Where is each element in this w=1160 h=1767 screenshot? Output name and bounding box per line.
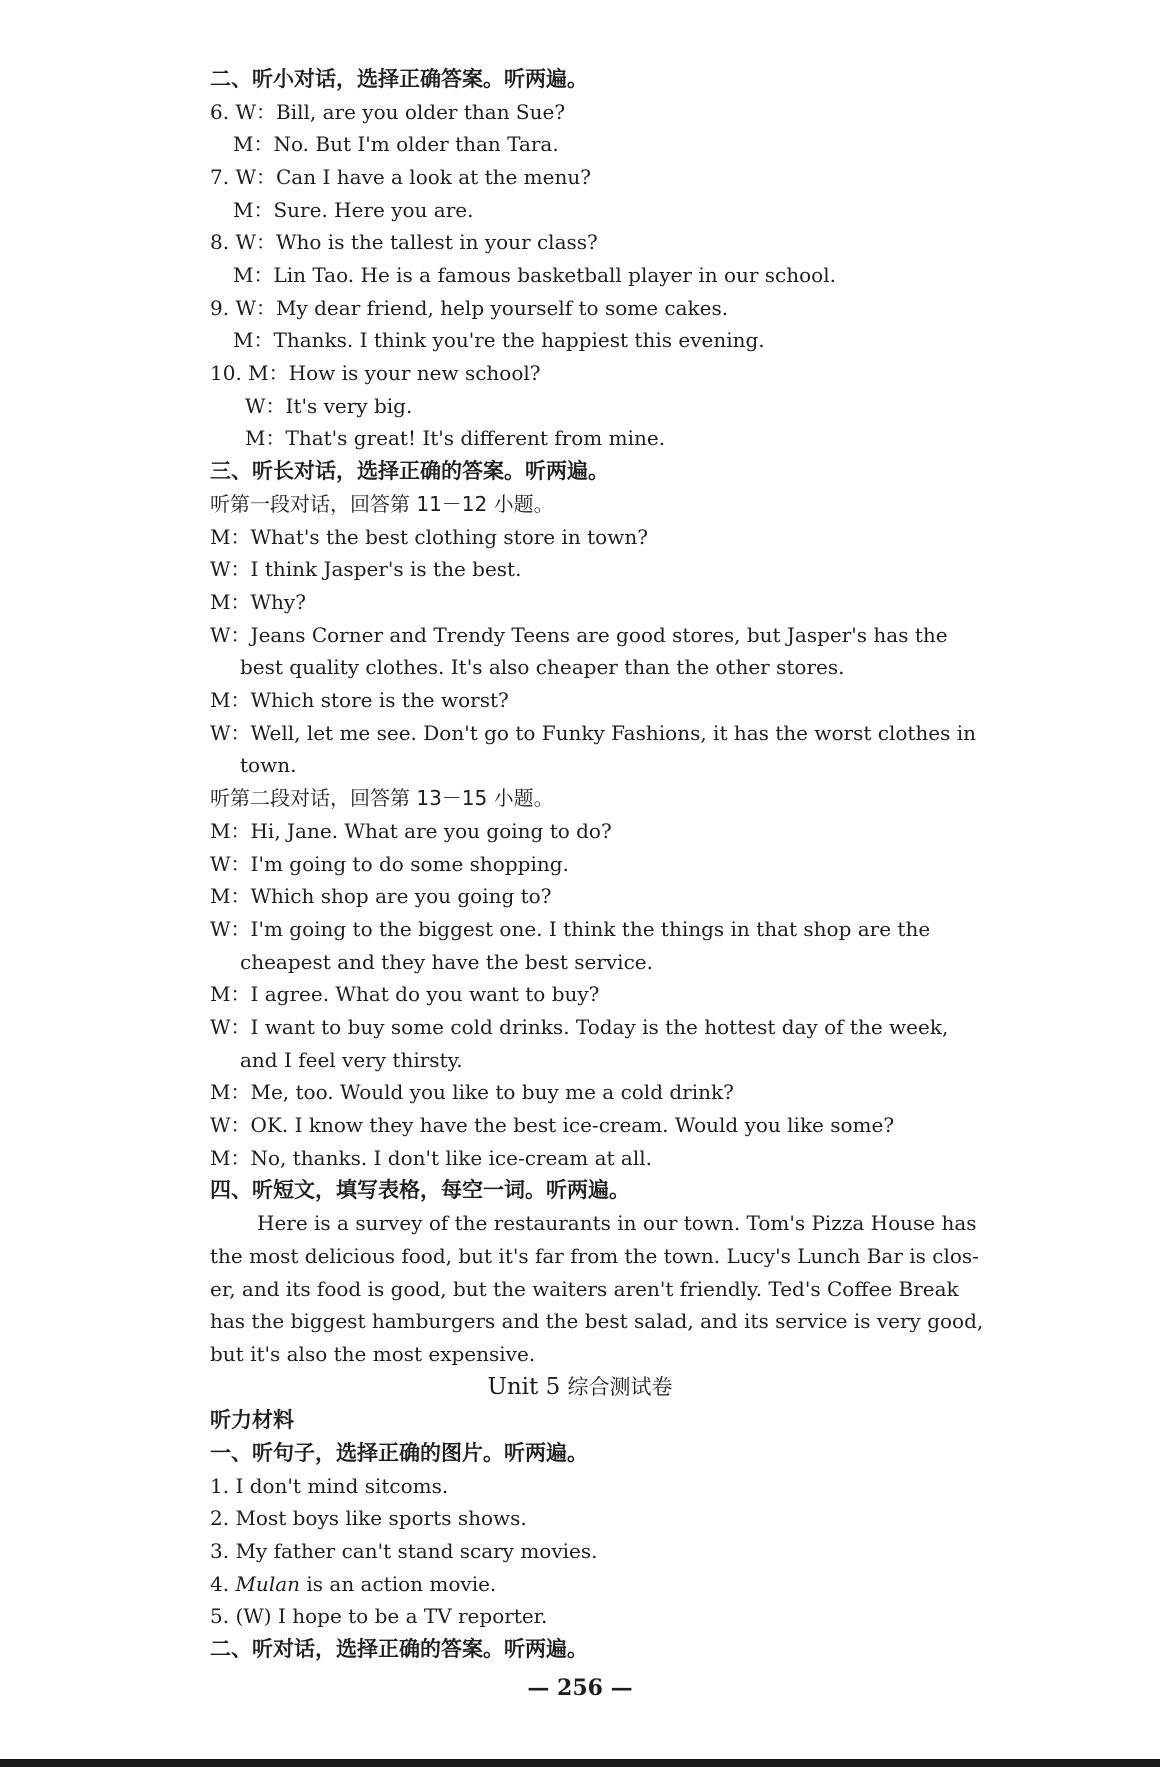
passage-2-line: M：No, thanks. I don't like ice-cream at all. [210,1146,652,1170]
unit-title [0,1372,1160,1402]
essay-line: but it's also the most expensive. [210,1342,536,1366]
passage-2-line: W：I'm going to the biggest one. I think the things in that shop are the [210,917,931,941]
passage-1-line: M：Which store is the worst? [210,688,509,712]
passage-2-line: M：Me, too. Would you like to buy me a cold drink? [210,1080,734,1104]
essay-line: Here is a survey of the restaurants in our town. Tom's Pizza House has [257,1211,977,1235]
passage-1-intro: 听第一段对话，回答第 11－12 小题。 [210,492,554,516]
dialogue-10-m: M：That's great! It's different from mine. [245,426,666,450]
unit5-sentence: 3. My father can't stand scary movies. [210,1539,598,1563]
dialogue-6-question: 6. W：Bill, are you older than Sue? [210,100,566,124]
dialogue-7-answer: M：Sure. Here you are. [233,198,474,222]
passage-2-line: M：Hi, Jane. What are you going to do? [210,819,612,843]
passage-2-line: W：I want to buy some cold drinks. Today is the hottest day of the week, [210,1015,949,1039]
section-heading-3: 三、听长对话，选择正确的答案。听两遍。 [210,459,609,483]
dialogue-10-w: W：It's very big. [245,394,413,418]
bottom-edge-bar [0,1759,1160,1767]
listening-material-label: 听力材料 [210,1408,294,1432]
unit5-sentence: 1. I don't mind sitcoms. [210,1474,449,1498]
section-heading-4: 四、听短文，填写表格，每空一词。听两遍。 [210,1178,630,1202]
dialogue-9-question: 9. W：My dear friend, help yourself to some cakes. [210,296,729,320]
passage-2-line: M：Which shop are you going to? [210,884,552,908]
passage-1-line: M：Why? [210,590,306,614]
passage-2-line: M：I agree. What do you want to buy? [210,982,600,1006]
essay-line: the most delicious food, but it's far from the town. Lucy's Lunch Bar is clos- [210,1244,979,1268]
dialogue-9-answer: M：Thanks. I think you're the happiest this evening. [233,328,765,352]
passage-1-line: best quality clothes. It's also cheaper than the other stores. [240,655,845,679]
passage-1-line: M：What's the best clothing store in town? [210,525,648,549]
unit5-sentence-4 [210,1569,930,1599]
passage-2-line: cheapest and they have the best service. [240,950,653,974]
unit-title-en: Unit 5 [487,1374,568,1400]
dialogue-6-answer: M：No. But I'm older than Tara. [233,132,559,156]
dialogue-10-question: 10. M：How is your new school? [210,361,541,385]
unit-title-cn: 综合测试卷 [567,1375,673,1399]
dialogue-8-question: 8. W：Who is the tallest in your class? [210,230,598,254]
dialogue-8-answer: M：Lin Tao. He is a famous basketball player in our school. [233,263,836,287]
passage-2-line: W：OK. I know they have the best ice-cream. Would you like some? [210,1113,895,1137]
unit5-section-heading-1: 一、听句子，选择正确的图片。听两遍。 [210,1441,588,1465]
section-heading-2: 二、听小对话，选择正确答案。听两遍。 [210,67,588,91]
unit5-section-heading-2: 二、听对话，选择正确的答案。听两遍。 [210,1637,588,1661]
sentence-4-rest: is an action movie. [300,1572,497,1596]
page-number: — 256 — [527,1675,633,1701]
essay-line: er, and its food is good, but the waiters aren't friendly. Ted's Coffee Break [210,1277,959,1301]
essay-line: has the biggest hamburgers and the best salad, and its service is very good, [210,1309,984,1333]
passage-2-intro: 听第二段对话，回答第 13－15 小题。 [210,786,554,810]
passage-2-line: and I feel very thirsty. [240,1048,463,1072]
passage-2-line: W：I'm going to do some shopping. [210,852,569,876]
sentence-4-prefix: 4. [210,1572,236,1596]
movie-title: Mulan [235,1572,301,1596]
dialogue-7-question: 7. W：Can I have a look at the menu? [210,165,591,189]
passage-1-line: W：Jeans Corner and Trendy Teens are good stores, but Jasper's has the [210,623,948,647]
passage-1-line: town. [240,753,297,777]
passage-1-line: W：Well, let me see. Don't go to Funky Fashions, it has the worst clothes in [210,721,977,745]
unit5-sentence-5: 5. (W) I hope to be a TV reporter. [210,1604,548,1628]
unit5-sentence: 2. Most boys like sports shows. [210,1506,527,1530]
passage-1-line: W：I think Jasper's is the best. [210,557,522,581]
